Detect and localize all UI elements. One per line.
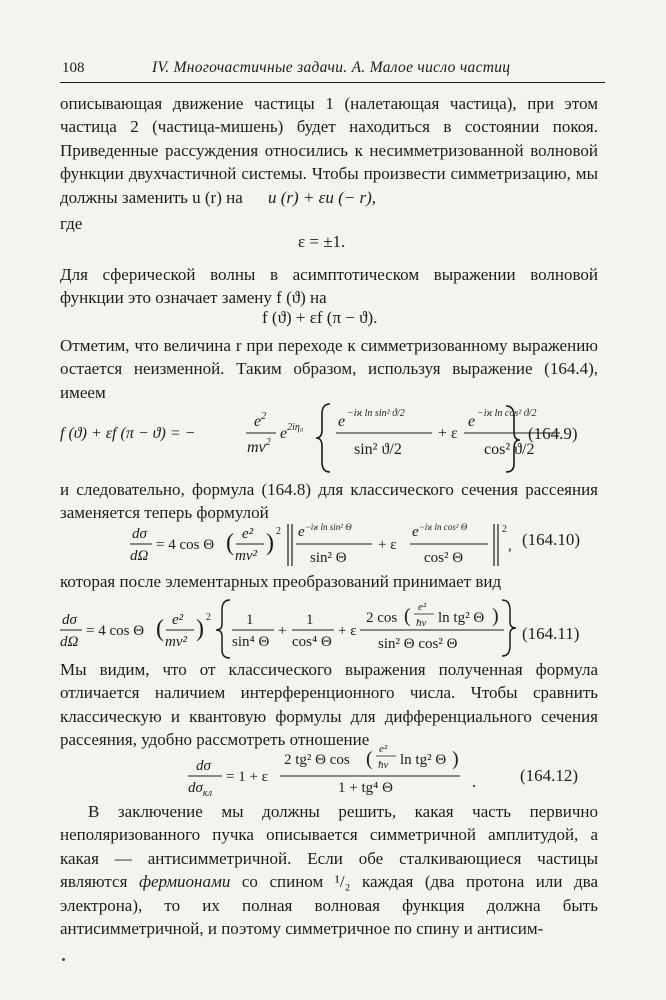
svg-text:= 1 + ε: = 1 + ε [226,769,268,785]
svg-text:): ) [492,605,499,627]
svg-text:+ ε: + ε [438,425,458,442]
svg-text:f (ϑ) + εf (π − ϑ) = −: f (ϑ) + εf (π − ϑ) = − [60,425,196,442]
formula-164-12 [188,736,468,798]
svg-text:e2: $e^2$ [254,411,267,430]
svg-text:1: 1 [306,612,314,628]
svg-text:e−iϰ ln sin² Θ: $e^{-iϰ ln sin^2 \Theta}$ [298,522,352,540]
svg-text:+: + [278,623,287,639]
equation-dot-164-12: . [472,772,477,791]
svg-text:sin⁴ Θ: sin⁴ Θ [232,634,270,650]
equation-f-symmetrized: f (ϑ) + εf (π − ϑ). [262,308,378,327]
svg-text:ħv: ħv [416,617,427,629]
svg-text:(: ( [404,605,411,627]
equation-epsilon: ε = ±1. [298,232,346,251]
svg-text:ln tg² Θ: ln tg² Θ [438,610,485,626]
svg-text:): ) [266,530,274,556]
equation-number-164-11: (164.11) [522,624,580,643]
svg-text:dΩ: dΩ [130,548,149,564]
equation-number-164-9: (164.9) [528,424,578,443]
svg-text:1: 1 [246,612,254,628]
svg-text:= 4 cos Θ: = 4 cos Θ [86,623,145,639]
svg-text:+ ε: + ε [378,537,397,553]
svg-text:cos⁴ Θ: cos⁴ Θ [292,634,332,650]
svg-text:mv²: mv² [235,548,257,564]
svg-text:e²: e² [379,743,388,755]
svg-text:2 tg² Θ cos: 2 tg² Θ cos [284,752,350,768]
svg-text:−iϰ ln sin² ϑ/2: −iϰ ln sin² ϑ/2 [347,408,405,419]
paragraph-7-emphasis: фермионами [138,872,231,892]
svg-text:−iϰ ln cos² ϑ/2: −iϰ ln cos² ϑ/2 [477,408,537,419]
paragraph-3: Отметим, что величина r при переходе к симметризованному выражению остается неизменной. Таким образом, используя выражение (164.4), имеем [60,336,598,402]
svg-text:2: 2 [276,526,281,537]
running-title: IV. Многочастичные задачи. А. Малое число частиц [152,59,511,76]
paragraph-5: которая после элементарных преобразований принимает вид [60,572,502,591]
svg-text:dσкл: $d\sigma_{кл}$ [188,780,213,799]
svg-text:dσ: dσ [196,758,211,774]
svg-text:(: ( [366,748,373,770]
page-header [60,56,605,83]
svg-text:): ) [196,616,204,642]
svg-text:dσ: dσ [62,612,77,628]
formula-164-10 [130,520,530,572]
svg-text:e: e [338,413,346,430]
equation-u-symmetrized: u (r) + εu (− r), [268,188,377,207]
svg-text:(: ( [226,530,234,556]
svg-text:2: 2 [206,612,211,623]
svg-text:e²: e² [242,526,254,542]
svg-text:cos² Θ: cos² Θ [424,550,464,566]
svg-text:2 cos: 2 cos [366,610,398,626]
svg-text:cos² ϑ/2: cos² ϑ/2 [484,441,535,458]
svg-text:e2iη₀: $e^{2i\eta_0}$ [280,422,304,442]
formula-164-9 [60,396,560,476]
right-brace-164-11 [500,598,518,658]
svg-text:e−iϰ ln cos² Θ: $e^{-iϰ ln cos^2 \Theta}$ [412,522,468,540]
paragraph-7-part-b: со спином ¹/₂ каждая (два протона или два электрона), то их полная волновая функция должна быть антисимметричной, и поэтому симметричное по спину и антисим- [60,872,598,939]
svg-text:e²: e² [418,601,427,613]
svg-text:): ) [452,748,459,770]
equation-number-164-10: (164.10) [522,530,581,549]
svg-text:ħv: ħv [378,759,389,771]
right-brace-164-9 [504,404,524,474]
page-speck [62,958,65,961]
svg-text:mv²: mv² [165,634,187,650]
paragraph-2: Для сферической волны в асимптотическом выражении волновой функции это означает замену f (ϑ) на [60,265,598,308]
svg-text:+ ε: + ε [338,623,357,639]
svg-text:mv2: $mv^2$ [247,437,271,456]
equation-number-164-12: (164.12) [520,766,579,785]
svg-text:sin² Θ cos² Θ: sin² Θ cos² Θ [378,636,458,652]
paragraph-7-part-a: В заключение мы должны решить, какая часть первично неполяризованного пучка описывается симметричной амплитудой, а какая — антисимметричной. Если обе сталкивающиеся частицы являются [60,802,598,892]
svg-text:sin² Θ: sin² Θ [310,550,347,566]
svg-text:e: e [468,413,476,430]
svg-text:,: , [508,538,512,554]
svg-text:(: ( [156,616,164,642]
paragraph-6: Мы видим, что от классического выражения полученная формула отличается наличием интерференционного числа. Чтобы сравнить классическую и квантовую формулы для дифференциального сечения рассеяния, удобно рассмотреть отношение [60,660,598,750]
svg-text:1 + tg⁴ Θ: 1 + tg⁴ Θ [338,780,393,796]
svg-text:sin² ϑ/2: sin² ϑ/2 [354,441,402,458]
formula-164-11 [60,596,520,658]
svg-text:dΩ: dΩ [60,634,79,650]
paragraph-4: и следовательно, формула (164.8) для классического сечения рассеяния заменяется теперь формулой [60,480,598,523]
svg-text:2: 2 [502,524,507,535]
svg-text:ln tg² Θ: ln tg² Θ [400,752,447,768]
paragraph-1: описывающая движение частицы 1 (налетающая частица), при этом частица 2 (частица-мишень) будет находиться в состоянии покоя. Приведенные рассуждения относились к несимметризованной волновой функции двухчастичной системы. Чтобы произвести симметризацию, мы должны заменить u (r) на [60,94,598,207]
paragraph-where: где [60,214,83,233]
svg-text:e²: e² [172,612,184,628]
svg-text:dσ: dσ [132,526,147,542]
paragraph-7 [60,800,598,940]
svg-text:= 4 cos Θ: = 4 cos Θ [156,537,215,553]
page-number: 108 [62,60,85,76]
